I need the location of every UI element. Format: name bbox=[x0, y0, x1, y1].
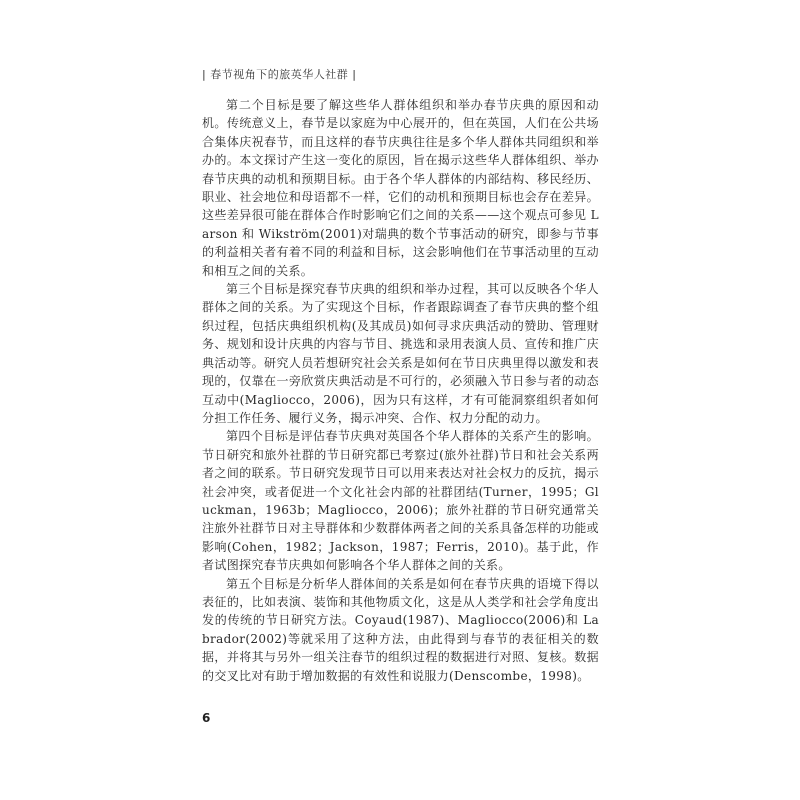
paragraph-goal-2: 第二个目标是要了解这些华人群体组织和举办春节庆典的原因和动机。传统意义上，春节是以家庭为中心展开的，但在英国，人们在公共场合集体庆祝春节，而且这样的春节庆典往往是多个华人群体共同组织和举办的。本文探讨产生这一变化的原因，旨在揭示这些华人群体组织、举办春节庆典的动机和预期目标。由于各个华人群体的内部结构、移民经历、职业、社会地位和母语都不一样，它们的动机和预期目标也会存在差异。这些差异很可能在群体合作时影响它们之间的关系——这个观点可参见 Larson 和 Wikström(2001)对瑞典的数个节事活动的研究，即参与节事的利益相关者有着不同的利益和目标，这会影响他们在节事活动里的互动和相互之间的关系。 bbox=[202, 98, 599, 278]
page-number: 6 bbox=[202, 711, 211, 725]
paragraph-goal-5: 第五个目标是分析华人群体间的关系是如何在春节庆典的语境下得以表征的，比如表演、装饰和其他物质文化，这是从人类学和社会学角度出发的传统的节日研究方法。Coyaud(1987)、Magliocco(2006)和 Labrador(2002)等就采用了这种方法，由此得到与春节的表征相关的数据，并将其与另外一组关注春节的组织过程的数据进行对照、复核。数据的交叉比对有助于增加数据的有效性和说服力(Denscombe，1998)。 bbox=[202, 576, 599, 683]
paragraph-goal-4: 第四个目标是评估春节庆典对英国各个华人群体的关系产生的影响。节日研究和旅外社群的节日研究都已考察过(旅外社群)节日和社会关系两者之间的联系。节日研究发现节日可以用来表达对社会权力的反抗，揭示社会冲突，或者促进一个文化社会内部的社群团结(Turner，1995；Gluckman，1963b；Magliocco，2006)；旅外社群的节日研究通常关注旅外社群节日对主导群体和少数群体两者之间的关系具备怎样的功能或影响(Cohen，1982；Jackson，1987；Ferris，2010)。基于此，作者试图探究春节庆典如何影响各个华人群体之间的关系。 bbox=[202, 429, 599, 573]
body-text bbox=[202, 96, 599, 685]
paragraph-goal-3: 第三个目标是探究春节庆典的组织和举办过程，其可以反映各个华人群体之间的关系。为了实现这个目标，作者跟踪调查了春节庆典的整个组织过程，包括庆典组织机构(及其成员)如何寻求庆典活动的赞助、管理财务、规划和设计庆典的内容与节目、挑选和录用表演人员、宣传和推广庆典活动等。研究人员若想研究社会关系是如何在节日庆典里得以激发和表现的，仅靠在一旁欣赏庆典活动是不可行的，必须融入节日参与者的动态互动中(Magliocco，2006)，因为只有这样，才有可能洞察组织者如何分担工作任务、履行义务，揭示冲突、合作、权力分配的动力。 bbox=[202, 282, 599, 425]
running-header: | 春节视角下的旅英华人社群 | bbox=[202, 68, 357, 81]
